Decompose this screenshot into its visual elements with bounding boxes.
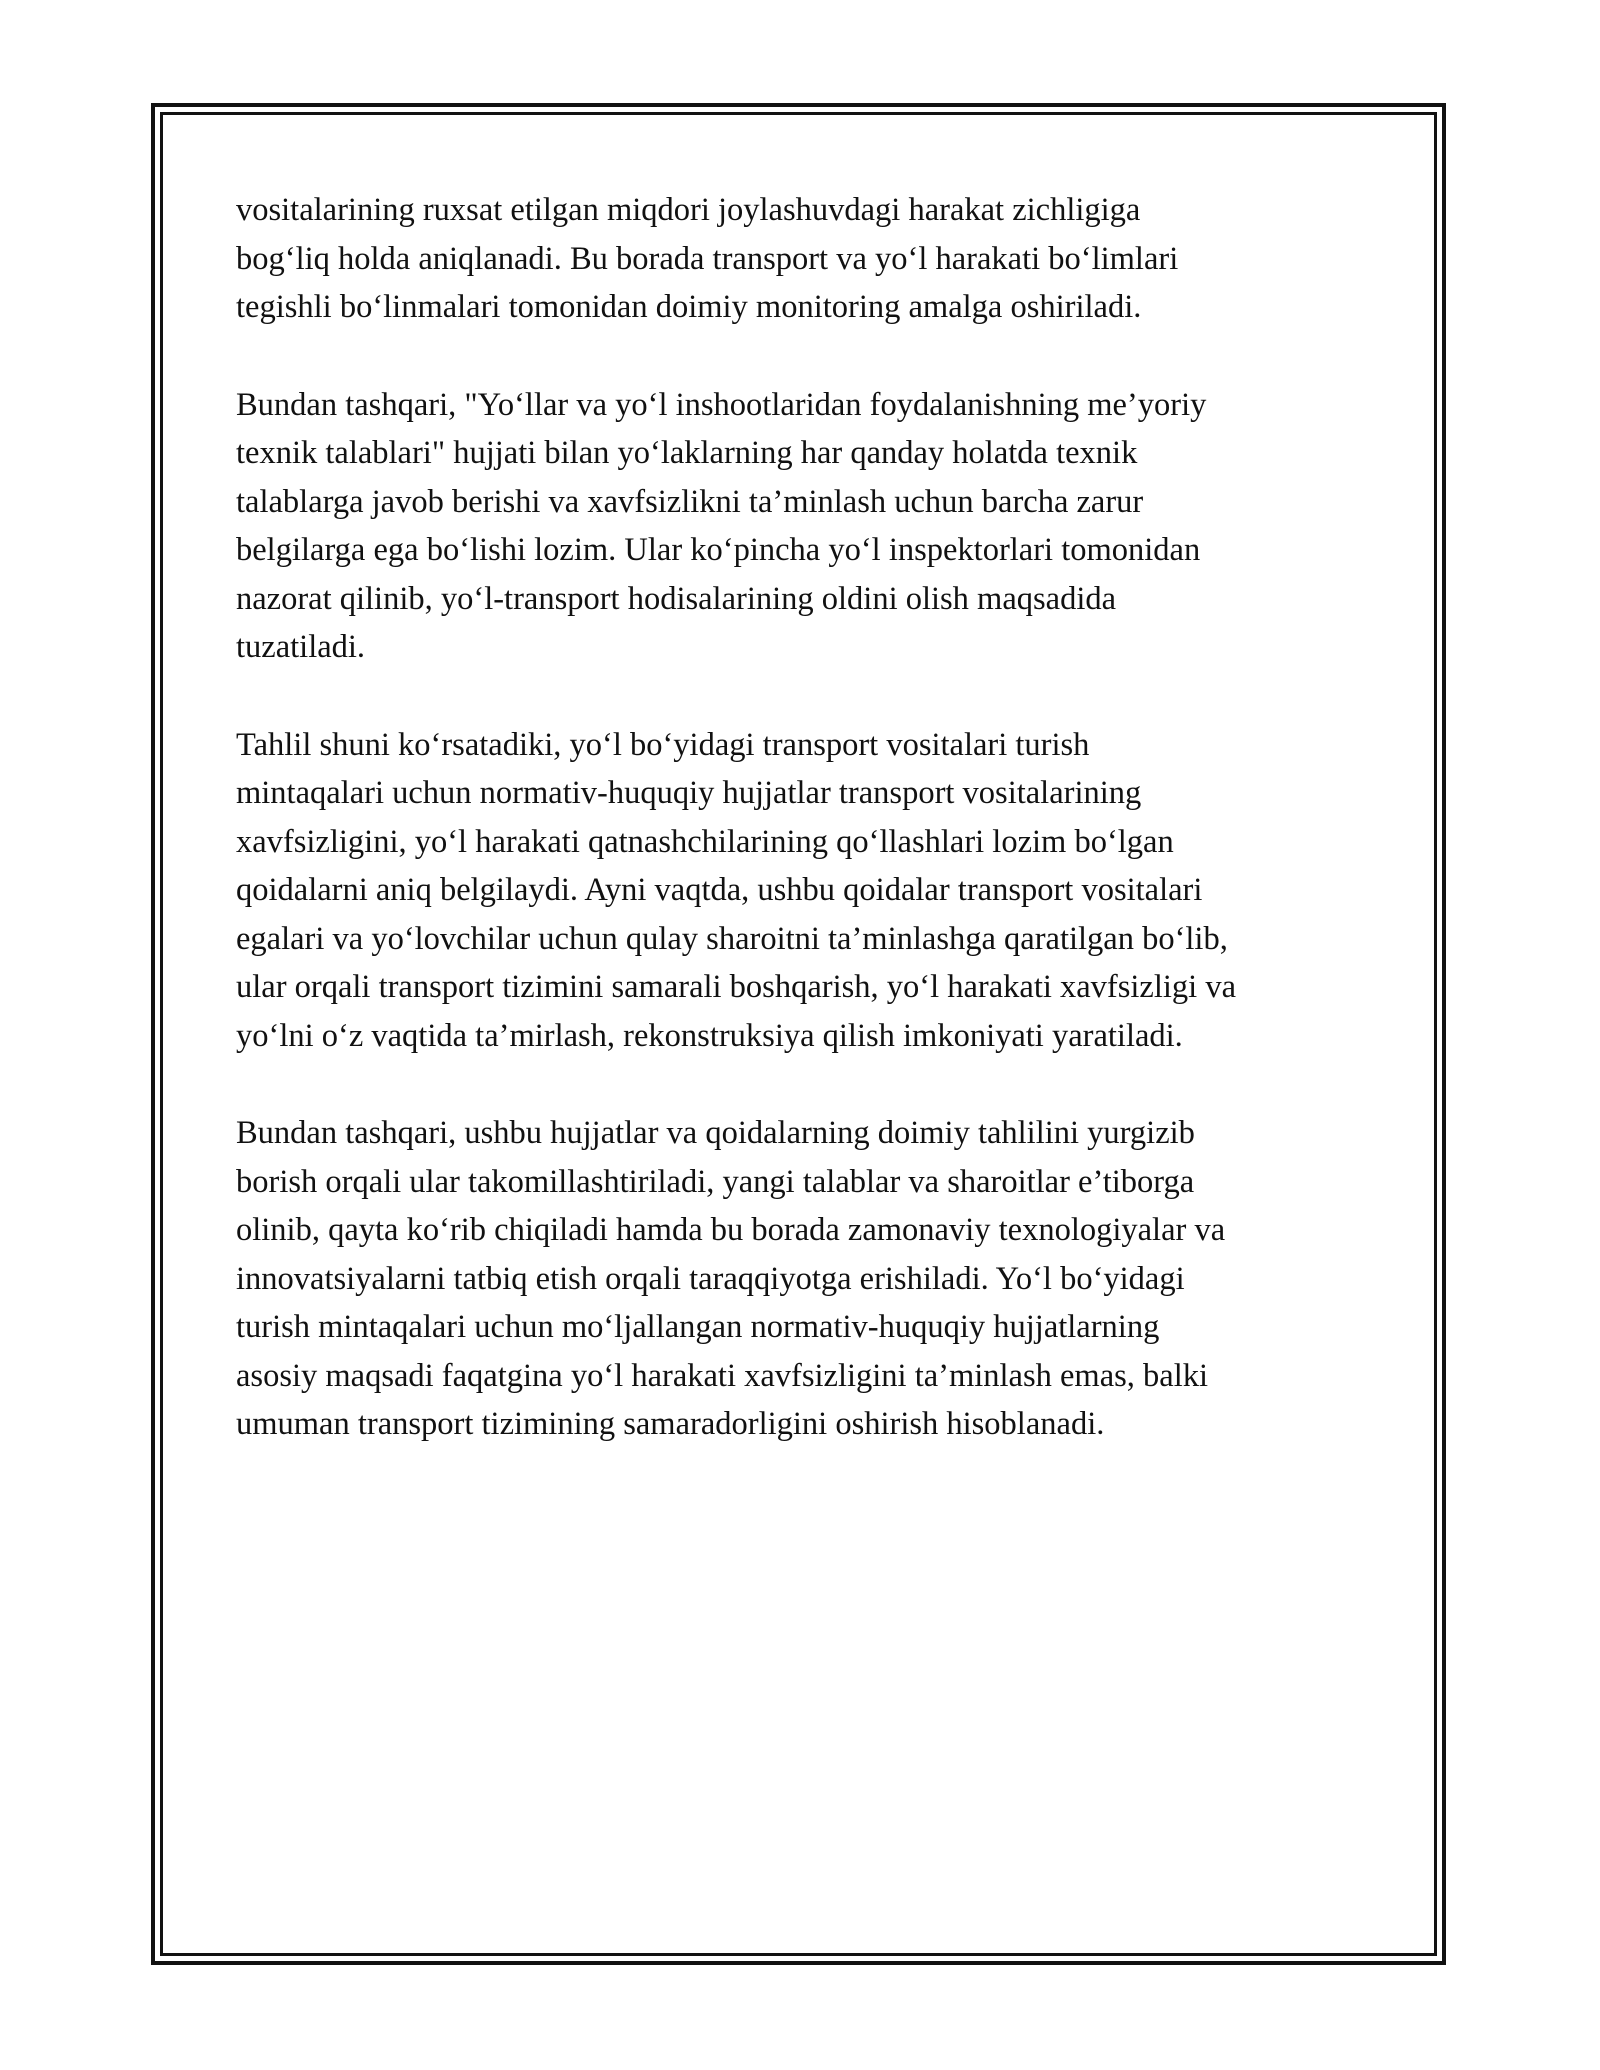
paragraph-4: Bundan tashqari, ushbu hujjatlar va qoidalarning doimiy tahlilini yurgizib borish orqali ular takomillashtiriladi, yangi talablar va sharoitlar e’tiborga olinib, qayta ko‘rib chiqiladi hamda bu borada zamonaviy texnologiyalar va innovatsiyalarni tatbiq etish orqali taraqqiyotga erishiladi. Yo‘l bo‘yidagi turish mintaqalari uchun mo‘ljallangan normativ-huquqiy hujjatlarning asosiy maqsadi faqatgina yo‘l harakati xavfsizligini ta’minlash emas, balki umuman transport tizimining samaradorligini oshirish hisoblanadi. (236, 1115, 1226, 1442)
paragraph-3: Tahlil shuni ko‘rsatadiki, yo‘l bo‘yidagi transport vositalari turish mintaqalari uchun normativ-huquqiy hujjatlar transport vositalarining xavfsizligini, yo‘l harakati qatnashchilarining qo‘llashlari lozim bo‘lgan qoidalarni aniq belgilaydi. Ayni vaqtda, ushbu qoidalar transport vositalari egalari va yo‘lovchilar uchun qulay sharoitni ta’minlashga qaratilgan bo‘lib, ular orqali transport tizimini samarali boshqarish, yo‘l harakati xavfsizligi va yo‘lni o‘z vaqtida ta’mirlash, rekonstruksiya qilish imkoniyati yaratiladi. (236, 726, 1236, 1054)
document-body (236, 186, 1386, 1498)
paragraph-1: vositalarining ruxsat etilgan miqdori joylashuvdagi harakat zichligiga bog‘liq holda aniqlanadi. Bu borada transport va yo‘l harakati bo‘limlari tegishli bo‘linmalari tomonidan doimiy monitoring amalga oshiriladi. (236, 192, 1179, 325)
paragraph-2: Bundan tashqari, "Yo‘llar va yo‘l inshootlaridan foydalanishning me’yoriy texnik talablari" hujjati bilan yo‘laklarning har qanday holatda texnik talablarga javob berishi va xavfsizlikni ta’minlash uchun barcha zarur belgilarga ega bo‘lishi lozim. Ular ko‘pincha yo‘l inspektorlari tomonidan nazorat qilinib, yo‘l-transport hodisalarining oldini olish maqsadida tuzatiladi. (236, 386, 1207, 665)
